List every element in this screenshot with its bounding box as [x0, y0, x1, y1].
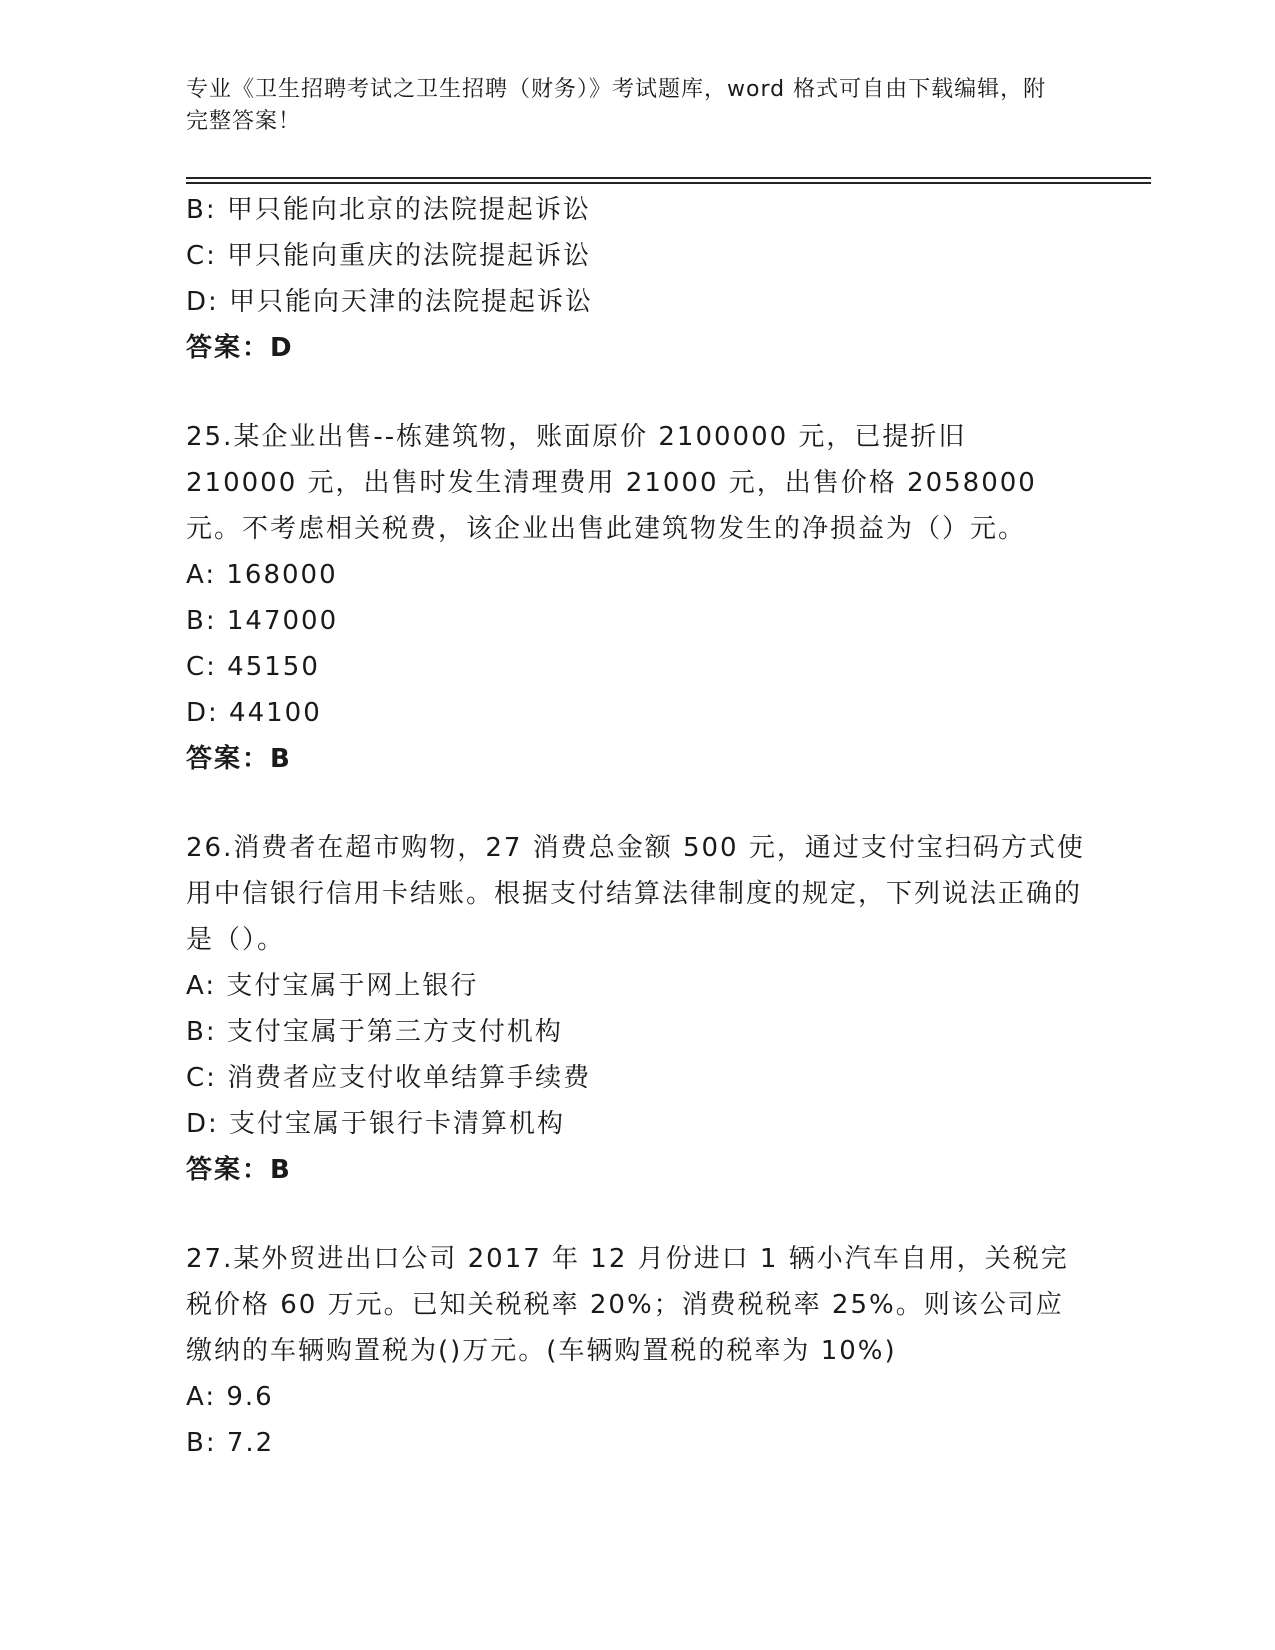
question-text: 26.消费者在超市购物，27 消费总金额 500 元，通过支付宝扫码方式使用中信银行信用卡结账。根据支付结算法律制度的规定，下列说法正确的是（）。: [186, 833, 1085, 955]
option-a: A: 168000: [186, 560, 338, 590]
question-26: [186, 825, 1086, 1193]
option-c: C: 45150: [186, 652, 320, 682]
prev-question-block: [186, 187, 1086, 371]
header-rule-bottom: [186, 182, 1151, 184]
option-b: B: 147000: [186, 606, 339, 636]
option-b: B: 甲只能向北京的法院提起诉讼: [186, 195, 591, 225]
document-header: 专业《卫生招聘考试之卫生招聘（财务）》考试题库，word 格式可自由下载编辑，附完整答案！: [186, 77, 1047, 134]
question-25: [186, 414, 1086, 782]
question-text: 25.某企业出售--栋建筑物，账面原价 2100000 元，已提折旧 210000 元，出售时发生清理费用 21000 元，出售价格 2058000 元。不考虑相关税费，该企业出售此建筑物发生的净损益为（）元。: [186, 422, 1037, 544]
option-d: D: 44100: [186, 698, 322, 728]
option-d: D: 甲只能向天津的法院提起诉讼: [186, 287, 594, 317]
option-c: C: 消费者应支付收单结算手续费: [186, 1063, 592, 1093]
option-a: A: 支付宝属于网上银行: [186, 971, 479, 1001]
question-text: 27.某外贸进出口公司 2017 年 12 月份进口 1 辆小汽车自用，关税完税价格 60 万元。已知关税税率 20%；消费税税率 25%。则该公司应缴纳的车辆购置税为()万元。(车辆购置税的税率为 10%): [186, 1244, 1069, 1366]
option-a: A: 9.6: [186, 1382, 274, 1412]
answer-line: 答案：B: [186, 1155, 292, 1185]
answer-line: 答案：D: [186, 333, 294, 363]
option-b: B: 支付宝属于第三方支付机构: [186, 1017, 563, 1047]
option-d: D: 支付宝属于银行卡清算机构: [186, 1109, 566, 1139]
document-body: [186, 187, 1086, 1466]
answer-line: 答案：B: [186, 744, 292, 774]
header-rule-top: [186, 177, 1151, 179]
option-b: B: 7.2: [186, 1428, 275, 1458]
question-27: [186, 1236, 1086, 1466]
option-c: C: 甲只能向重庆的法院提起诉讼: [186, 241, 592, 271]
